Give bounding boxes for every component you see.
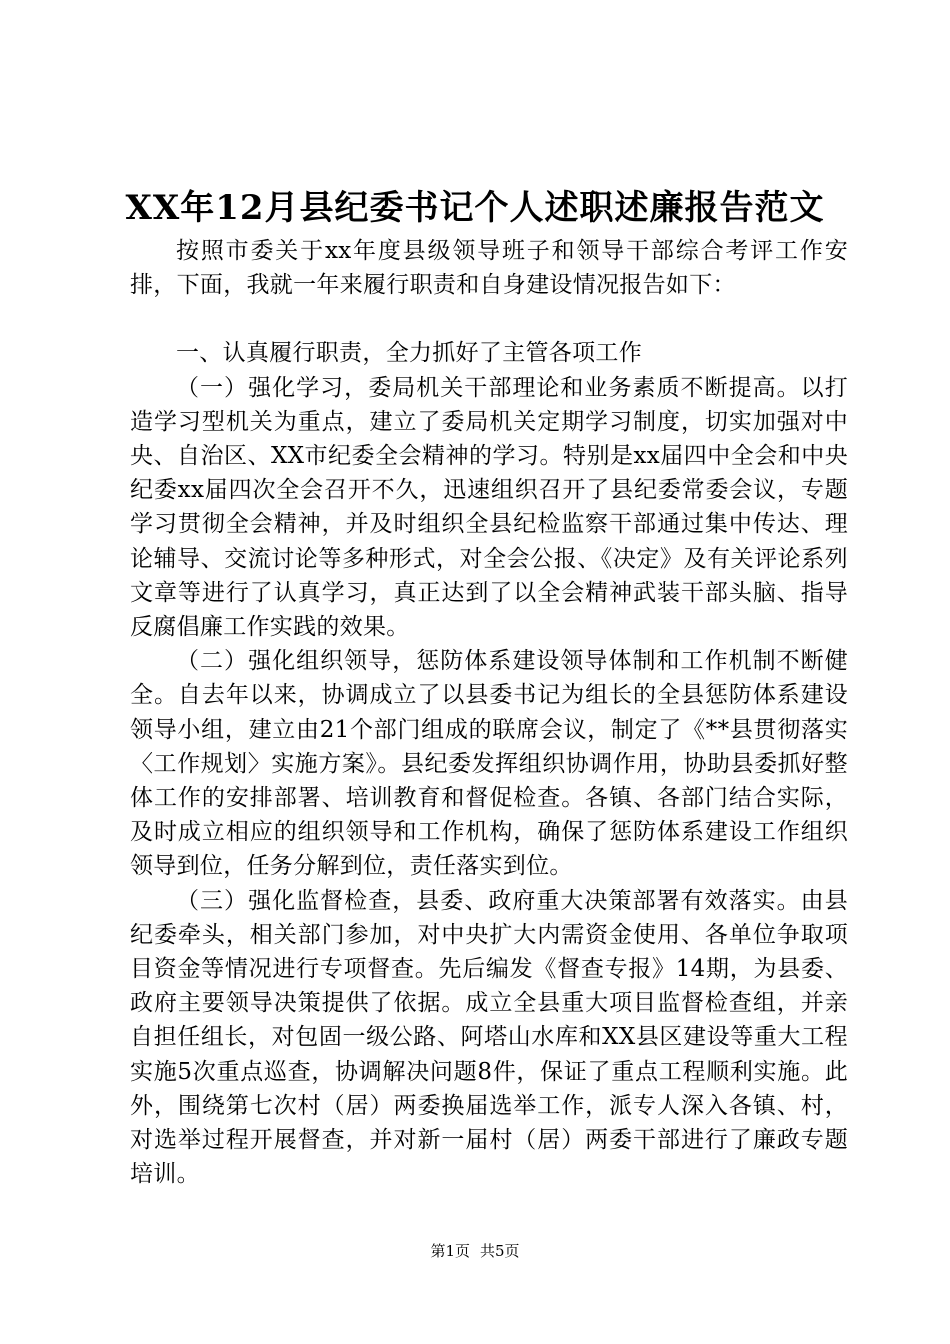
document-body <box>130 234 848 1191</box>
section-heading: 一、认真履行职责，全力抓好了主管各项工作 <box>176 340 642 367</box>
intro-paragraph: 按照市委关于xx年度县级领导班子和领导干部综合考评工作安排，下面，我就一年来履行职责和自身建设情况报告如下： <box>130 238 848 299</box>
page-total: 共5页 <box>480 1242 520 1260</box>
document-title: XX年12月县纪委书记个人述职述廉报告范文 <box>125 188 825 228</box>
page-number: 第1页 <box>430 1242 470 1260</box>
body-paragraph: （一）强化学习，委局机关干部理论和业务素质不断提高。以打造学习型机关为重点，建立了委局机关定期学习制度，切实加强对中央、自治区、XX市纪委全会精神的学习。特别是xx届四中全会和中央纪委xx届四次全会召开不久，迅速组织召开了县纪委常委会议，专题学习贯彻全会精神，并及时组织全县纪检监察干部通过集中传达、理论辅导、交流讨论等多种形式，对全会公报、《决定》及有关评论系列文章等进行了认真学习，真正达到了以全会精神武装干部头脑、指导反腐倡廉工作实践的效果。 <box>130 374 848 641</box>
body-paragraph: （二）强化组织领导，惩防体系建设领导体制和工作机制不断健全。自去年以来，协调成立了以县委书记为组长的全县惩防体系建设领导小组，建立由21个部门组成的联席会议，制定了《**县贯彻落实〈工作规划〉实施方案》。县纪委发挥组织协调作用，协助县委抓好整体工作的安排部署、培训教育和督促检查。各镇、各部门结合实际，及时成立相应的组织领导和工作机构，确保了惩防体系建设工作组织领导到位，任务分解到位，责任落实到位。 <box>130 648 848 880</box>
page-footer <box>0 1241 950 1261</box>
body-paragraph: （三）强化监督检查，县委、政府重大决策部署有效落实。由县纪委牵头，相关部门参加，对中央扩大内需资金使用、各单位争取项目资金等情况进行专项督查。先后编发《督查专报》14期，为县委、政府主要领导决策提供了依据。成立全县重大项目监督检查组，并亲自担任组长，对包固一级公路、阿塔山水库和XX县区建设等重大工程实施5次重点巡查，协调解决问题8件，保证了重点工程顺利实施。此外，围绕第七次村（居）两委换届选举工作，派专人深入各镇、村，对选举过程开展督查，并对新一届村（居）两委干部进行了廉政专题培训。 <box>130 887 848 1188</box>
